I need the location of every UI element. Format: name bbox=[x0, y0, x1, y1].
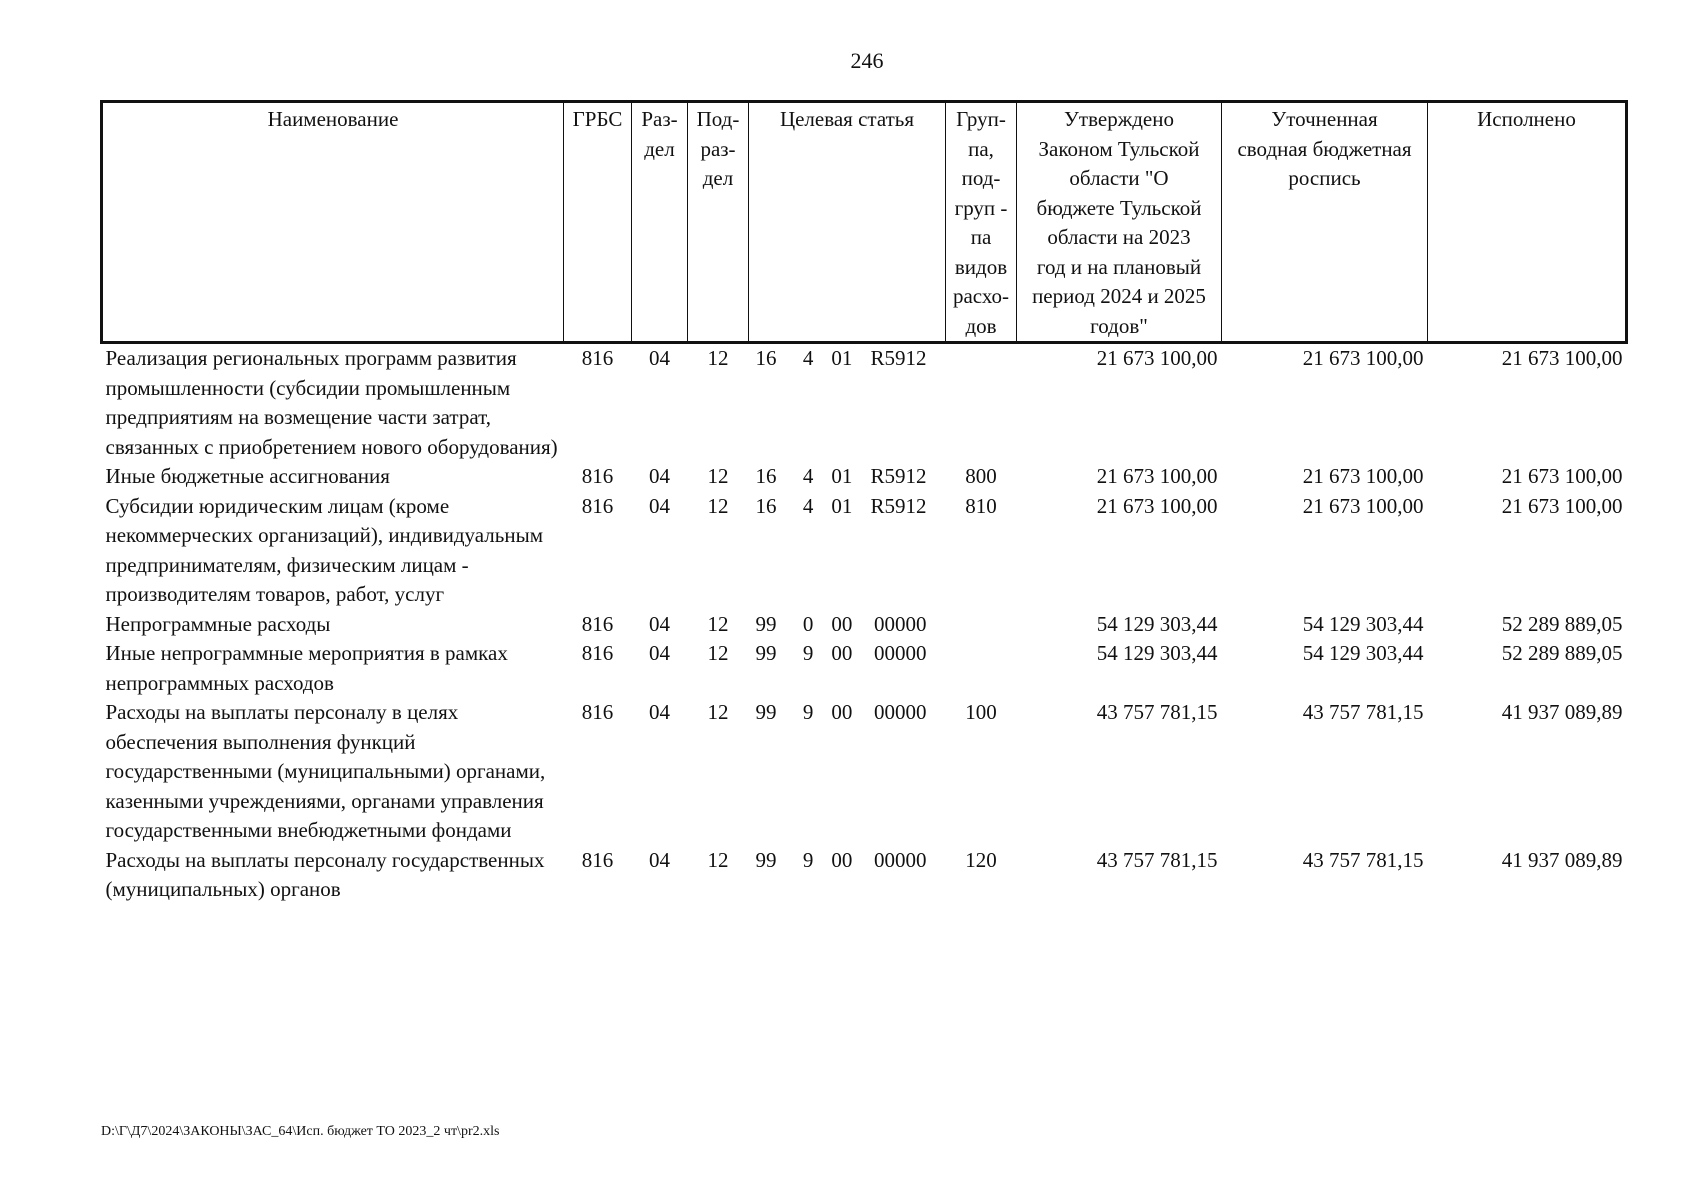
target-program: 16 bbox=[755, 346, 777, 370]
header-target-article: Целевая статья bbox=[749, 102, 946, 343]
target-subprogram: 4 bbox=[802, 464, 814, 488]
target-measure: 00 bbox=[831, 847, 853, 872]
row-refined: 54 129 303,44 bbox=[1302, 641, 1424, 665]
row-name: Иные непрограммные мероприятия в рамках непрограммных расходов bbox=[105, 641, 508, 695]
row-approved: 43 757 781,15 bbox=[1096, 700, 1218, 724]
row-name: Иные бюджетные ассигнования bbox=[105, 464, 390, 488]
row-executed: 52 289 889,05 bbox=[1501, 611, 1623, 636]
target-subprogram: 9 bbox=[802, 700, 814, 724]
row-razdel: 04 bbox=[649, 464, 670, 488]
target-subprogram: 4 bbox=[802, 493, 814, 518]
table-row bbox=[102, 639, 1627, 698]
row-target-article bbox=[749, 698, 946, 846]
table-row bbox=[102, 698, 1627, 846]
row-grbs: 816 bbox=[581, 464, 614, 488]
row-target-article bbox=[749, 639, 946, 698]
row-refined: 43 757 781,15 bbox=[1302, 847, 1424, 872]
header-grbs: ГРБС bbox=[564, 102, 632, 343]
row-approved: 21 673 100,00 bbox=[1096, 464, 1218, 488]
target-program: 16 bbox=[755, 464, 777, 488]
header-name: Наименование bbox=[102, 102, 564, 343]
target-direction: 00000 bbox=[873, 847, 927, 872]
row-podrazdel: 12 bbox=[707, 700, 729, 724]
row-executed: 52 289 889,05 bbox=[1501, 641, 1623, 665]
row-razdel: 04 bbox=[649, 346, 670, 370]
header-approved: Утверждено Законом Тульской области "О бюджете Тульской области на 2023 год и на плановый период 2024 и 2025 годов" bbox=[1017, 102, 1222, 343]
header-razdel: Раз- дел bbox=[632, 102, 688, 343]
target-measure: 00 bbox=[831, 700, 853, 724]
header-podrazdel: Под- раз- дел bbox=[688, 102, 749, 343]
table-row bbox=[102, 343, 1627, 463]
target-subprogram: 9 bbox=[802, 641, 814, 665]
target-direction: R5912 bbox=[870, 493, 927, 518]
row-approved: 21 673 100,00 bbox=[1096, 493, 1218, 518]
row-razdel: 04 bbox=[649, 847, 670, 872]
row-expense-group bbox=[946, 610, 1017, 640]
row-razdel: 04 bbox=[649, 700, 670, 724]
row-executed: 21 673 100,00 bbox=[1501, 346, 1623, 370]
target-measure: 01 bbox=[831, 346, 853, 370]
table-row bbox=[102, 846, 1627, 905]
row-grbs: 816 bbox=[581, 700, 614, 724]
target-direction: 00000 bbox=[873, 611, 927, 636]
row-refined: 21 673 100,00 bbox=[1302, 464, 1424, 488]
row-expense-group bbox=[946, 639, 1017, 698]
target-direction: R5912 bbox=[870, 346, 927, 370]
row-name: Расходы на выплаты персоналу в целях обеспечения выполнения функций государственными (муниципальными) органами, казенными учреждениями, органами управления государственными внебюджетными фондами bbox=[105, 700, 546, 842]
row-target-article bbox=[749, 462, 946, 492]
target-program: 99 bbox=[755, 611, 777, 636]
row-expense-group bbox=[946, 343, 1017, 463]
footer-file-path: D:\Г\Д7\2024\ЗАКОНЫ\ЗАС_64\Исп. бюджет ТО 2023_2 чт\pr2.xls bbox=[101, 1124, 500, 1139]
row-executed: 41 937 089,89 bbox=[1501, 847, 1623, 872]
row-podrazdel: 12 bbox=[707, 847, 729, 872]
row-grbs: 816 bbox=[581, 847, 614, 872]
page-number: 246 bbox=[850, 48, 884, 73]
row-target-article bbox=[749, 343, 946, 463]
row-refined: 21 673 100,00 bbox=[1302, 493, 1424, 518]
row-executed: 21 673 100,00 bbox=[1501, 493, 1623, 518]
row-razdel: 04 bbox=[649, 611, 670, 636]
row-expense-group: 120 bbox=[965, 847, 997, 872]
target-subprogram: 9 bbox=[802, 847, 814, 872]
row-grbs: 816 bbox=[581, 346, 614, 370]
row-approved: 43 757 781,15 bbox=[1096, 847, 1218, 872]
row-approved: 21 673 100,00 bbox=[1096, 346, 1218, 370]
table-header bbox=[102, 102, 1627, 343]
row-target-article bbox=[749, 492, 946, 610]
row-grbs: 816 bbox=[581, 641, 614, 665]
target-measure: 01 bbox=[831, 464, 853, 488]
row-grbs: 816 bbox=[581, 611, 614, 636]
row-podrazdel: 12 bbox=[707, 346, 729, 370]
row-refined: 21 673 100,00 bbox=[1302, 346, 1424, 370]
row-podrazdel: 12 bbox=[707, 493, 729, 518]
row-podrazdel: 12 bbox=[707, 464, 729, 488]
row-executed: 21 673 100,00 bbox=[1501, 464, 1623, 488]
row-approved: 54 129 303,44 bbox=[1096, 641, 1218, 665]
row-refined: 43 757 781,15 bbox=[1302, 700, 1424, 724]
row-name: Реализация региональных программ развития промышленности (субсидии промышленным предприятиям на возмещение части затрат, связанных с приобретением нового оборудования) bbox=[105, 346, 558, 459]
target-program: 99 bbox=[755, 641, 777, 665]
row-razdel: 04 bbox=[649, 493, 670, 518]
target-subprogram: 4 bbox=[802, 346, 814, 370]
target-measure: 01 bbox=[831, 493, 853, 518]
target-measure: 00 bbox=[831, 641, 853, 665]
target-program: 99 bbox=[755, 700, 777, 724]
target-direction: R5912 bbox=[870, 464, 927, 488]
row-podrazdel: 12 bbox=[707, 641, 729, 665]
row-approved: 54 129 303,44 bbox=[1096, 611, 1218, 636]
budget-table bbox=[100, 100, 1628, 905]
target-measure: 00 bbox=[831, 611, 853, 636]
row-podrazdel: 12 bbox=[707, 611, 729, 636]
row-name: Расходы на выплаты персоналу государственных (муниципальных) органов bbox=[105, 847, 545, 901]
target-program: 16 bbox=[755, 493, 777, 518]
table-row bbox=[102, 462, 1627, 492]
row-name: Субсидии юридическим лицам (кроме некоммерческих организаций), индивидуальным предпринимателям, физическим лицам - производителям товаров, работ, услуг bbox=[105, 493, 543, 606]
row-name: Непрограммные расходы bbox=[105, 611, 331, 636]
row-executed: 41 937 089,89 bbox=[1501, 700, 1623, 724]
table-row bbox=[102, 610, 1627, 640]
header-refined: Уточненная сводная бюджетная роспись bbox=[1222, 102, 1428, 343]
row-refined: 54 129 303,44 bbox=[1302, 611, 1424, 636]
row-expense-group: 800 bbox=[965, 464, 997, 488]
target-direction: 00000 bbox=[873, 641, 927, 665]
row-target-article bbox=[749, 846, 946, 905]
row-expense-group: 100 bbox=[965, 700, 997, 724]
header-executed: Исполнено bbox=[1428, 102, 1627, 343]
target-subprogram: 0 bbox=[802, 611, 814, 636]
table-body bbox=[102, 343, 1627, 905]
header-expense-group: Груп- па, под- груп - па видов расхо- дов bbox=[946, 102, 1017, 343]
table-row bbox=[102, 492, 1627, 610]
row-razdel: 04 bbox=[649, 641, 670, 665]
row-target-article bbox=[749, 610, 946, 640]
target-program: 99 bbox=[755, 847, 777, 872]
target-direction: 00000 bbox=[873, 700, 927, 724]
row-expense-group: 810 bbox=[965, 493, 997, 518]
row-grbs: 816 bbox=[581, 493, 614, 518]
